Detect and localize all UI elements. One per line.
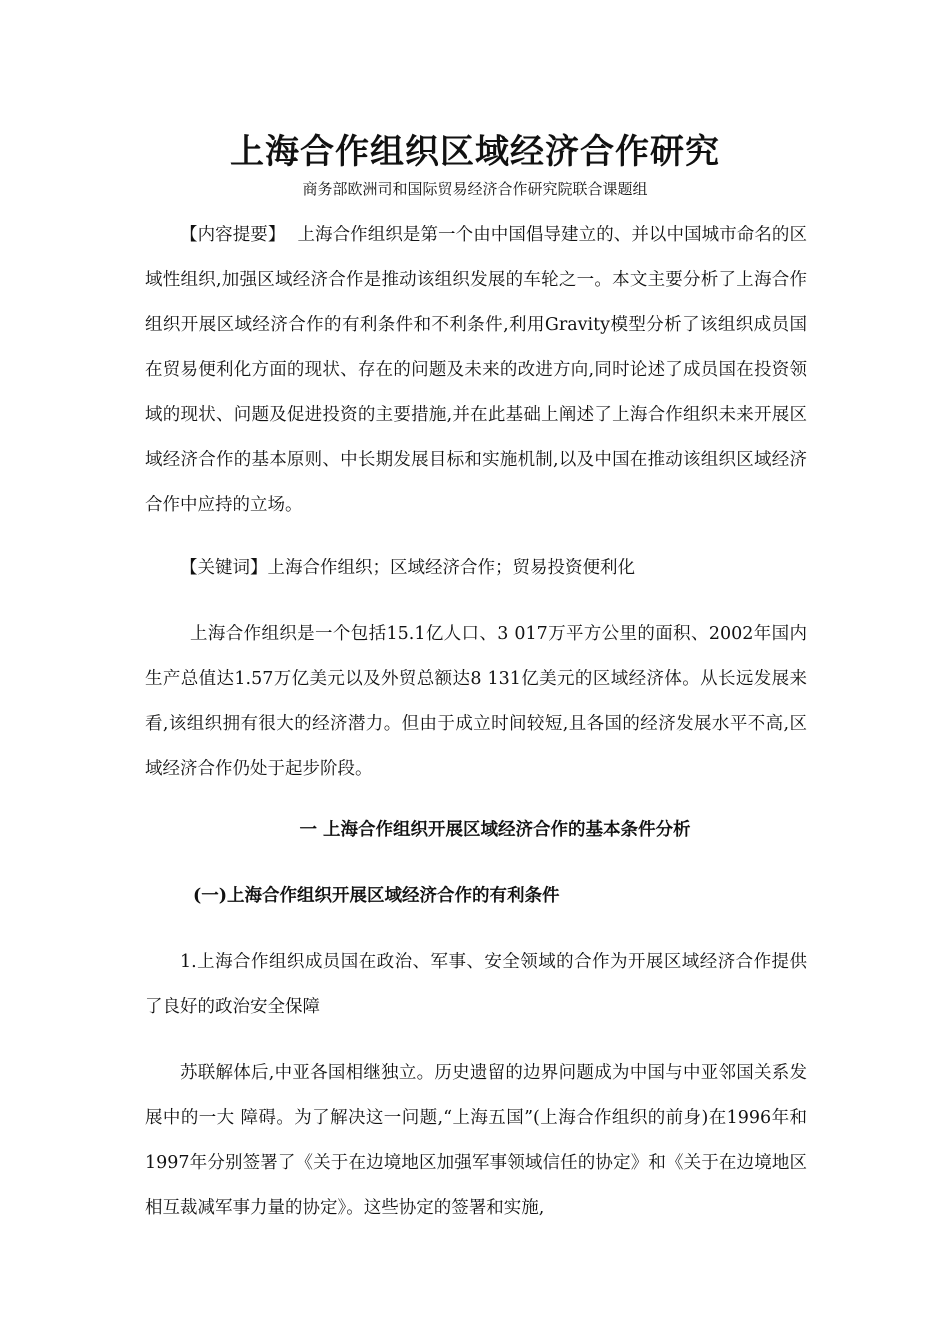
point-paragraph: 1.上海合作组织成员国在政治、军事、安全领域的合作为开展区域经济合作提供了良好的政治安全保障	[145, 952, 807, 1017]
keywords-text: 上海合作组织；区域经济合作；贸易投资便利化	[267, 558, 635, 578]
body-paragraph: 苏联解体后,中亚各国相继独立。历史遗留的边界问题成为中国与中亚邻国关系发展中的一大 障碍。为了解决这一问题,“上海五国”(上海合作组织的前身)在1996年和1997年分别签署了《关于在边境地区加强军事领域信任的协定》和《关于在边境地区相互裁减军事力量的协定》。这些协定的签署和实施,	[145, 1063, 807, 1218]
intro-paragraph: 上海合作组织是一个包括15.1亿人口、3 017万平方公里的面积、2002年国内生产总值达1.57万亿美元以及外贸总额达8 131亿美元的区域经济体。从长远发展来看,该组织拥有很大的经济潜力。但由于成立时间较短,且各国的经济发展水平不高,区域经济合作仍处于起步阶段。	[145, 624, 807, 779]
section-heading: 一 上海合作组织开展区域经济合作的基本条件分析	[299, 820, 691, 840]
document-title: 上海合作组织区域经济合作研究	[230, 132, 720, 172]
abstract-text: 上海合作组织是第一个由中国倡导建立的、并以中国城市命名的区域性组织,加强区域经济合作是推动该组织发展的车轮之一。本文主要分析了上海合作组织开展区域经济合作的有利条件和不利条件,利用Gravity模型分析了该组织成员国在贸易便利化方面的现状、存在的问题及未来的改进方向,同时论述了成员国在投资领域的现状、问题及促进投资的主要措施,并在此基础上阐述了上海合作组织未来开展区域经济合作的基本原则、中长期发展目标和实施机制,以及中国在推动该组织区域经济合作中应持的立场。	[145, 225, 808, 515]
keywords-paragraph	[145, 546, 807, 591]
document-author: 商务部欧洲司和国际贸易经济合作研究院联合课题组	[302, 180, 648, 198]
keywords-label: 【关键词】	[180, 558, 268, 578]
abstract-label: 【内容提要】	[180, 225, 286, 245]
subsection-heading: (一)上海合作组织开展区域经济合作的有利条件	[193, 886, 560, 906]
abstract-paragraph	[145, 213, 807, 528]
